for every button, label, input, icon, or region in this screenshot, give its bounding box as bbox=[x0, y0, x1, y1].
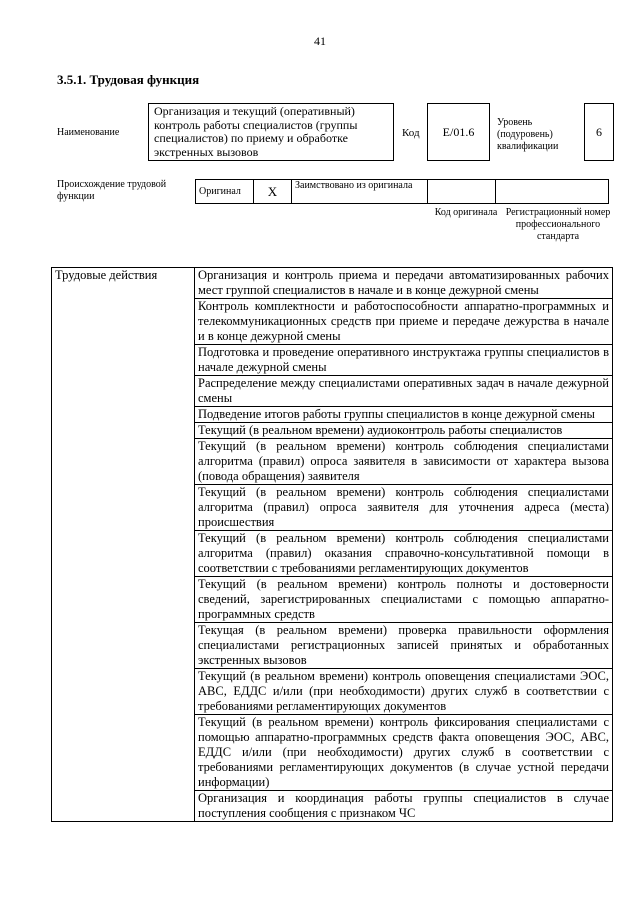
level-label: Уровень (подуровень) квалификации bbox=[497, 117, 559, 152]
code-original-cell bbox=[428, 180, 496, 204]
labor-action-item: Организация и координация работы группы специалистов в случае поступления сообщения с признаком ЧС bbox=[195, 791, 613, 822]
name-label: Наименование bbox=[57, 127, 120, 138]
labor-action-item: Текущий (в реальном времени) аудиоконтроль работы специалистов bbox=[195, 423, 613, 439]
origin-table bbox=[195, 179, 609, 204]
labor-action-item: Подготовка и проведение оперативного инструктажа группы специалистов в начале дежурной смены bbox=[195, 345, 613, 376]
function-name-field: Организация и текущий (оперативный) контроль работы специалистов (группы специалистов) по приему и обработке экстренных вызовов bbox=[148, 103, 394, 161]
labor-action-item: Подведение итогов работы группы специалистов в конце дежурной смены bbox=[195, 407, 613, 423]
labor-actions-table bbox=[51, 267, 613, 822]
function-code-field: E/01.6 bbox=[427, 103, 490, 161]
original-label-cell bbox=[196, 180, 254, 204]
original-label: Оригинал bbox=[199, 186, 241, 197]
page-number: 41 bbox=[314, 34, 326, 48]
labor-action-item: Текущий (в реальном времени) контроль соблюдения специалистами алгоритма (правил) оказания справочно-консультативной помощи в соответствии с требованиями регламентирующих документов bbox=[195, 531, 613, 577]
labor-action-item: Текущий (в реальном времени) контроль соблюдения специалистами алгоритма (правил) опроса заявителя для уточнения адреса (места) происшествия bbox=[195, 485, 613, 531]
labor-action-item: Организация и контроль приема и передачи автоматизированных рабочих мест группой специалистов в начале и в конце дежурной смены bbox=[195, 268, 613, 299]
code-original-label: Код оригинала bbox=[434, 207, 498, 218]
qualification-level-field: 6 bbox=[584, 103, 614, 161]
table-row bbox=[52, 268, 613, 299]
labor-action-item: Текущий (в реальном времени) контроль оповещения специалистами ЭОС, АВС, ЕДДС и/или (при необходимости) других служб в соответствии с требованиями регламентирующих документов bbox=[195, 669, 613, 715]
labor-action-item: Текущий (в реальном времени) контроль фиксирования специалистами с помощью аппаратно-программных средств факта оповещения ЭОС, АВС, ЕДДС и/или (при необходимости) других служб в соответствии с требованиями регламентирующих документов (в случае устной передачи информации) bbox=[195, 715, 613, 791]
origin-label: Происхождение трудовой функции bbox=[57, 179, 167, 202]
labor-action-item: Текущий (в реальном времени) контроль соблюдения специалистами алгоритма (правил) опроса заявителя в зависимости от характера вызова (повода обращения) заявителя bbox=[195, 439, 613, 485]
labor-action-item: Распределение между специалистами оперативных задач в начале дежурной смены bbox=[195, 376, 613, 407]
code-label: Код bbox=[402, 127, 420, 139]
reg-number-label: Регистрационный номер профессионального стандарта bbox=[505, 207, 611, 242]
labor-action-item: Текущая (в реальном времени) проверка правильности оформления специалистами регистрационных записей принятых и обработанных экстренных вызовов bbox=[195, 623, 613, 669]
borrowed-label-cell bbox=[292, 180, 428, 204]
borrowed-label: Заимствовано из оригинала bbox=[295, 180, 413, 191]
reg-number-cell bbox=[496, 180, 609, 204]
original-mark: X bbox=[267, 184, 278, 199]
original-mark-cell bbox=[254, 180, 292, 204]
labor-action-item: Текущий (в реальном времени) контроль полноты и достоверности сведений, зарегистрированных специалистами с помощью аппаратно-программных средств bbox=[195, 577, 613, 623]
section-title: 3.5.1. Трудовая функция bbox=[57, 72, 200, 87]
labor-actions-label: Трудовые действия bbox=[52, 268, 195, 822]
labor-action-item: Контроль комплектности и работоспособности аппаратно-программных и телекоммуникационных средств при приеме и передаче дежурства в начале и в конце дежурной смены bbox=[195, 299, 613, 345]
